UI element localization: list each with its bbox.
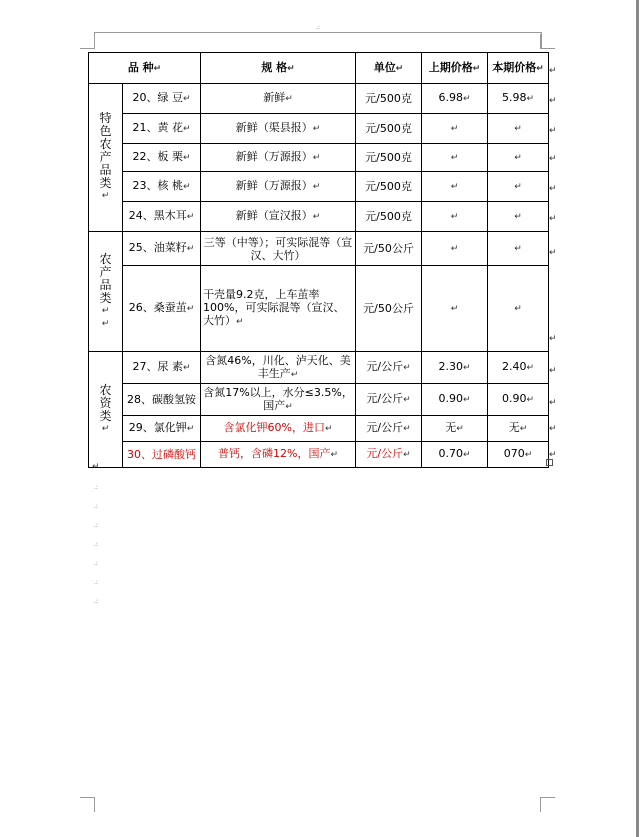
cell-prev: ↵ <box>422 114 488 144</box>
cell-unit: 元/50公斤 <box>356 232 422 266</box>
cell-prev: 无↵ <box>422 416 488 442</box>
cell-name: 21、黄 花↵ <box>123 114 201 144</box>
cell-curr: ↵ <box>488 144 549 172</box>
cell-prev: 2.30↵ <box>422 352 488 384</box>
cell-name: 20、绿 豆↵ <box>123 84 201 114</box>
row-end-mark: ↵ <box>549 184 557 194</box>
row-end-mark: ↵ <box>549 424 557 434</box>
table-row <box>89 416 549 442</box>
price-table <box>88 52 549 468</box>
cell-spec: 含氮46%，川化、泸天化、美丰生产↵ <box>201 352 356 384</box>
cell-prev: 6.98↵ <box>422 84 488 114</box>
row-end-mark: ↵ <box>549 214 557 224</box>
empty-paragraph: .: <box>94 560 98 567</box>
row-end-mark: ↵ <box>549 450 557 460</box>
table-row <box>89 84 549 114</box>
crop-mark-top-left <box>80 34 95 49</box>
page-header-box <box>94 32 542 49</box>
header-variety: 品 种↵ <box>89 53 201 84</box>
cell-name: 27、尿 素↵ <box>123 352 201 384</box>
cell-spec: 新鲜（宣汉报）↵ <box>201 202 356 232</box>
cell-unit: 元/公斤↵ <box>356 416 422 442</box>
empty-paragraph: .: <box>94 598 98 605</box>
cell-curr: ↵ <box>488 232 549 266</box>
cell-unit: 元/500克 <box>356 202 422 232</box>
cell-prev: 0.90↵ <box>422 384 488 416</box>
cell-prev: ↵ <box>422 202 488 232</box>
empty-paragraph: .: <box>94 541 98 548</box>
cell-name: 28、碳酸氢铵 <box>123 384 201 416</box>
cell-unit: 元/公斤↵ <box>356 442 422 468</box>
row-end-mark: ↵ <box>549 154 557 164</box>
cell-prev: ↵ <box>422 144 488 172</box>
header-spec: 规 格↵ <box>201 53 356 84</box>
cell-spec: 新鲜（万源报）↵ <box>201 172 356 202</box>
table-row <box>89 232 549 266</box>
header-unit: 单位↵ <box>356 53 422 84</box>
cell-spec: 含氮17%以上，水分≤3.5%，国产↵ <box>201 384 356 416</box>
cell-unit: 元/公斤↵ <box>356 352 422 384</box>
row-end-mark: ↵ <box>549 96 557 106</box>
cell-curr: 070↵ <box>488 442 549 468</box>
header-paragraph-mark: .: <box>316 24 320 31</box>
cell-name: 22、板 栗↵ <box>123 144 201 172</box>
row-end-mark: ↵ <box>549 398 557 408</box>
cell-prev: ↵ <box>422 232 488 266</box>
table-header-row <box>89 53 549 84</box>
cell-name: 23、核 桃↵ <box>123 172 201 202</box>
table-row <box>89 266 549 352</box>
table-resize-handle[interactable] <box>546 459 553 466</box>
cell-name: 29、氯化钾↵ <box>123 416 201 442</box>
cell-unit: 元/公斤↵ <box>356 384 422 416</box>
cell-spec: 新鲜（万源报）↵ <box>201 144 356 172</box>
cell-curr: 5.98↵ <box>488 84 549 114</box>
row-end-mark: ↵ <box>549 334 557 344</box>
cell-prev: ↵ <box>422 172 488 202</box>
category-special-agri: 特 色 农 产 品 类 ↵ <box>89 84 123 232</box>
table-row <box>89 144 549 172</box>
table-row <box>89 202 549 232</box>
crop-mark-top-right <box>540 34 555 49</box>
cell-unit: 元/500克 <box>356 84 422 114</box>
cell-spec: 含氯化钾60%，进口↵ <box>201 416 356 442</box>
cell-prev: 0.70↵ <box>422 442 488 468</box>
table-row <box>89 352 549 384</box>
row-end-mark: ↵ <box>549 248 557 258</box>
cell-curr: 0.90↵ <box>488 384 549 416</box>
header-curr-price: 本期价格↵ <box>488 53 549 84</box>
table-row <box>89 114 549 144</box>
cell-curr: ↵ <box>488 114 549 144</box>
category-agri: 农 产 品 类 ↵ ↵ <box>89 232 123 352</box>
cell-curr: ↵ <box>488 202 549 232</box>
row-end-mark: ↵ <box>549 126 557 136</box>
cell-curr: 2.40↵ <box>488 352 549 384</box>
cell-curr: ↵ <box>488 266 549 352</box>
table-row <box>89 442 549 468</box>
cell-spec: 普钙，含磷12%，国产↵ <box>201 442 356 468</box>
table-row <box>89 384 549 416</box>
cell-unit: 元/50公斤 <box>356 266 422 352</box>
cell-name: 25、油菜籽↵ <box>123 232 201 266</box>
cell-name: 24、黑木耳↵ <box>123 202 201 232</box>
crop-mark-bottom-right <box>540 797 555 812</box>
paragraph-mark: ↵ <box>92 462 100 472</box>
cell-unit: 元/500克 <box>356 144 422 172</box>
cell-prev: ↵ <box>422 266 488 352</box>
table-row <box>89 172 549 202</box>
cell-spec: 三等（中等）；可实际混等（宣汉、大竹） <box>201 232 356 266</box>
cell-name: 30、过磷酸钙 <box>123 442 201 468</box>
cell-spec: 干壳量9.2克，上车茧率100%，可实际混等（宣汉、大竹）↵ <box>201 266 356 352</box>
empty-paragraph: .: <box>94 503 98 510</box>
cell-unit: 元/500克 <box>356 172 422 202</box>
row-end-mark: ↵ <box>549 366 557 376</box>
category-supplies: 农 资 类 ↵ <box>89 352 123 468</box>
empty-paragraph: .: <box>94 522 98 529</box>
empty-paragraph: .: <box>94 484 98 491</box>
empty-paragraph: .: <box>94 579 98 586</box>
cell-curr: ↵ <box>488 172 549 202</box>
cell-spec: 新鲜↵ <box>201 84 356 114</box>
header-prev-price: 上期价格↵ <box>422 53 488 84</box>
row-end-mark: ↵ <box>549 66 557 76</box>
crop-mark-bottom-left <box>80 797 95 812</box>
cell-curr: 无↵ <box>488 416 549 442</box>
cell-unit: 元/500克 <box>356 114 422 144</box>
cell-spec: 新鲜（渠县报）↵ <box>201 114 356 144</box>
cell-name: 26、桑蚕茧↵ <box>123 266 201 352</box>
